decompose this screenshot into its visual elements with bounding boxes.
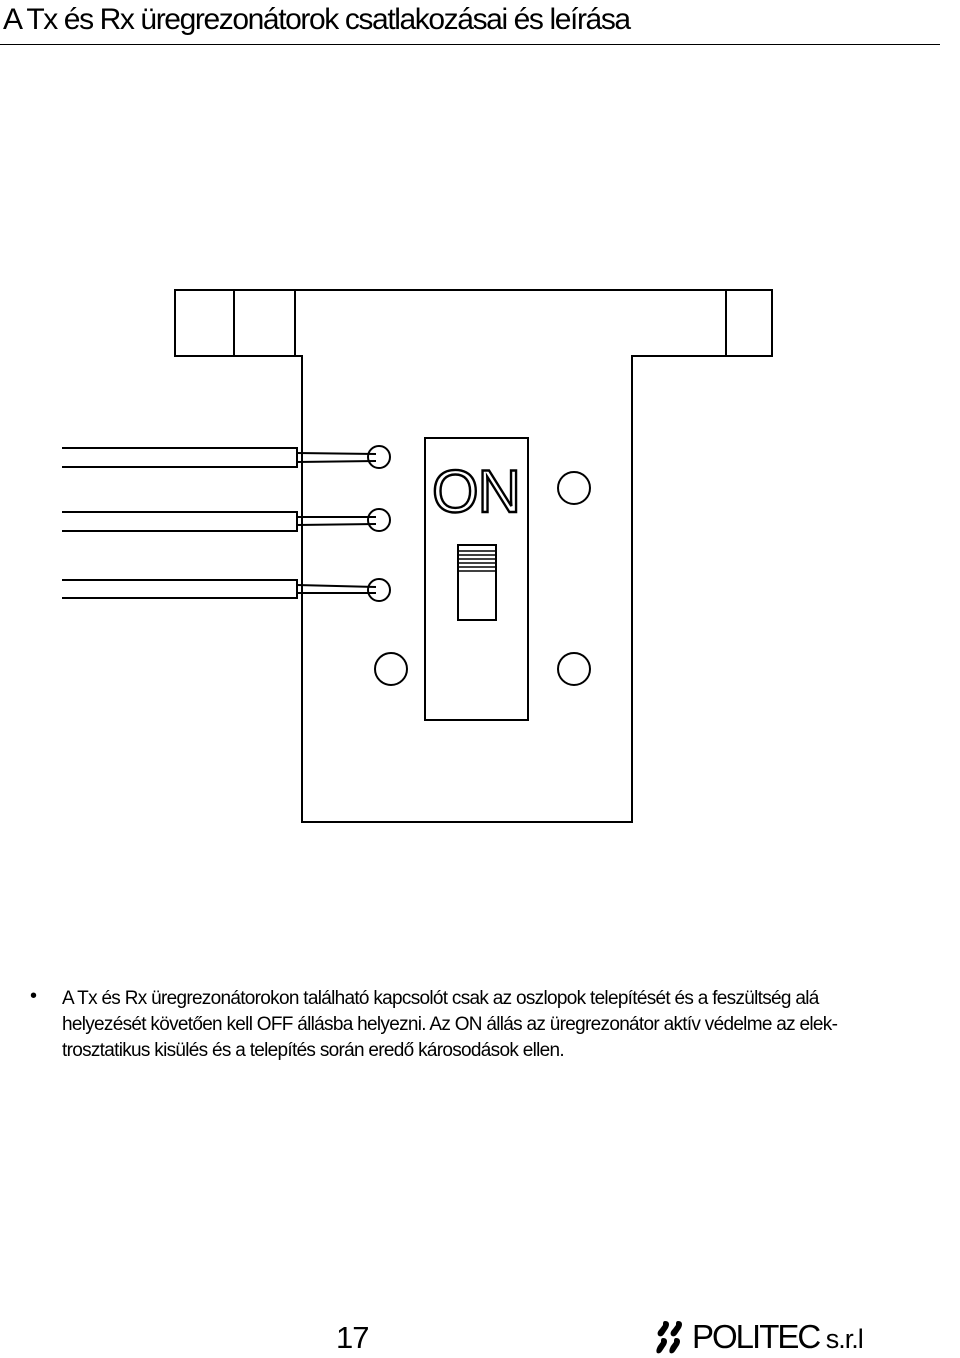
mounting-hole-bottom-left — [375, 653, 407, 685]
terminal-2 — [368, 509, 390, 531]
paragraph-line: A Tx és Rx üregrezonátorokon található kapcsolót csak az oszlopok telepítését és a feszültség alá — [62, 988, 819, 1009]
politec-logo-icon — [656, 1320, 686, 1354]
switch-lever-ridges — [458, 551, 496, 571]
cable-2-lead-b — [297, 524, 376, 525]
bullet-marker: • — [30, 985, 38, 1007]
paragraph-line: trosztatikus kisülés és a telepítés során eredő károsodások ellen. — [62, 1040, 564, 1061]
cable-1-lead-b — [297, 461, 376, 462]
page-number: 17 — [336, 1320, 369, 1355]
brand-name-suffix: s.r.l — [819, 1324, 863, 1354]
mounting-hole-bottom-right — [558, 653, 590, 685]
paragraph-line: helyezését követően kell OFF állásba helyezni. Az ON állás az üregrezonátor aktív védelme az elek- — [62, 1014, 838, 1035]
cable-3 — [62, 580, 297, 598]
terminal-3 — [368, 579, 390, 601]
mounting-hole-top-right — [558, 472, 590, 504]
brand-name-main: POLITEC — [692, 1318, 820, 1355]
cable-2 — [62, 512, 297, 531]
switch-lever — [458, 545, 496, 620]
mounting-flange — [175, 290, 772, 822]
page-title: A Tx és Rx üregrezonátorok csatlakozásai és leírása — [3, 3, 630, 36]
cable-3-lead-a — [297, 585, 376, 587]
cable-1 — [62, 448, 297, 467]
brand-name — [692, 1318, 863, 1356]
description-paragraph — [62, 986, 957, 1064]
terminal-1 — [368, 446, 390, 468]
switch-on-label: ON — [432, 458, 520, 525]
cable-1-lead-a — [297, 453, 376, 454]
